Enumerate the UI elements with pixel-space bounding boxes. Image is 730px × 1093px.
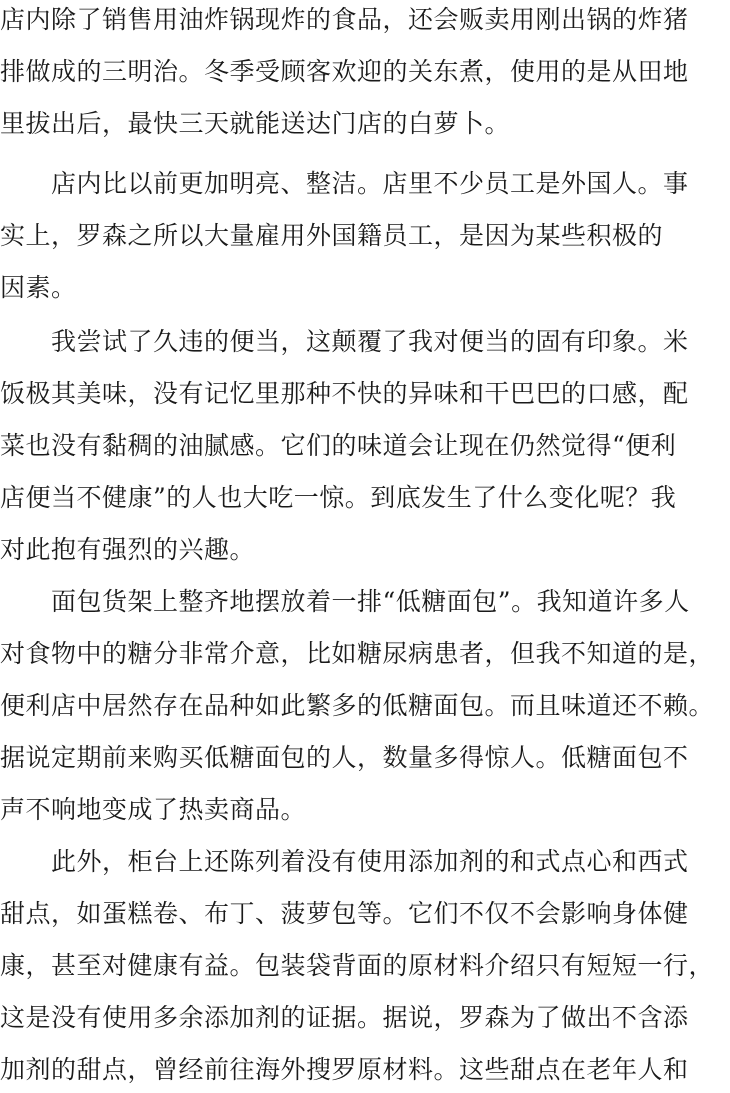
text-line: 对食物中的糖分非常介意，比如糖尿病患者，但我不知道的是， <box>0 639 715 668</box>
text-line: 我尝试了久违的便当，这颠覆了我对便当的固有印象。米 <box>0 327 689 356</box>
text-line: 对此抱有强烈的兴趣。 <box>0 535 256 564</box>
text-line: 因素。 <box>0 273 77 302</box>
text-line: 饭极其美味，没有记忆里那种不快的异味和干巴巴的口感，配 <box>0 379 689 408</box>
text-line: 排做成的三明治。冬季受顾客欢迎的关东煮，使用的是从田地 <box>0 57 689 86</box>
text-line: 店便当不健康”的人也大吃一惊。到底发生了什么变化呢？我 <box>0 483 677 512</box>
text-line: 店内除了销售用油炸锅现炸的食品，还会贩卖用刚出锅的炸猪 <box>0 5 689 34</box>
text-line: 声不响地变成了热卖商品。 <box>0 795 307 824</box>
text-line: 加剂的甜点，曾经前往海外搜罗原材料。这些甜点在老年人和 <box>0 1055 689 1084</box>
text-line: 面包货架上整齐地摆放着一排“低糖面包”。我知道许多人 <box>0 587 690 616</box>
text-line: 店内比以前更加明亮、整洁。店里不少员工是外国人。事 <box>0 169 689 198</box>
text-line: 康，甚至对健康有益。包装袋背面的原材料介绍只有短短一行， <box>0 951 715 980</box>
text-line: 此外，柜台上还陈列着没有使用添加剂的和式点心和西式 <box>0 847 689 876</box>
text-line: 据说定期前来购买低糖面包的人，数量多得惊人。低糖面包不 <box>0 743 689 772</box>
text-line: 甜点，如蛋糕卷、布丁、菠萝包等。它们不仅不会影响身体健 <box>0 899 689 928</box>
text-line: 这是没有使用多余添加剂的证据。据说，罗森为了做出不含添 <box>0 1003 689 1032</box>
text-line: 实上，罗森之所以大量雇用外国籍员工，是因为某些积极的 <box>0 221 664 250</box>
text-line: 里拔出后，最快三天就能送达门店的白萝卜。 <box>0 109 511 138</box>
text-line: 便利店中居然存在品种如此繁多的低糖面包。而且味道还不赖。 <box>0 691 715 720</box>
text-line: 菜也没有黏稠的油腻感。它们的味道会让现在仍然觉得“便利 <box>0 431 677 460</box>
